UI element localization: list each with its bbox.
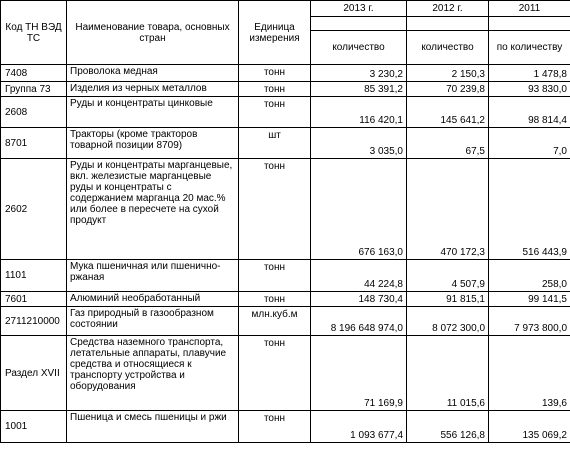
cell-qty-2013: 85 391,2 [311, 82, 407, 97]
cell-qty-2013: 676 163,0 [311, 159, 407, 260]
cell-qty-2011: 258,0 [489, 260, 570, 292]
cell-code: 1101 [1, 260, 67, 292]
cell-qty-2011: 139,6 [489, 336, 570, 411]
table-row [1, 159, 570, 260]
table-row [1, 292, 570, 307]
cell-code: 2608 [1, 97, 67, 128]
cell-code: 8701 [1, 128, 67, 159]
cell-qty-2011: 7,0 [489, 128, 570, 159]
cell-qty-2012: 145 641,2 [407, 97, 489, 128]
cell-qty-2013: 8 196 648 974,0 [311, 307, 407, 336]
cell-name: Изделия из черных металлов [67, 82, 239, 97]
cell-unit: тонн [239, 159, 311, 260]
cell-qty-2012: 67,5 [407, 128, 489, 159]
cell-name: Средства наземного транспорта, летательные аппараты, плавучие средства и относящиеся к транспорту устройства и оборудования [67, 336, 239, 411]
cell-qty-2013: 3 230,2 [311, 65, 407, 82]
header-quantity-2012: количество [407, 31, 489, 65]
cell-code: Группа 73 [1, 82, 67, 97]
cell-code: Раздел XVII [1, 336, 67, 411]
header-unit: Единица измерения [239, 1, 311, 65]
cell-qty-2013: 116 420,1 [311, 97, 407, 128]
cell-qty-2011: 98 814,4 [489, 97, 570, 128]
cell-code: 1001 [1, 411, 67, 443]
cell-qty-2011: 99 141,5 [489, 292, 570, 307]
cell-qty-2013: 1 093 677,4 [311, 411, 407, 443]
cell-qty-2012: 8 072 300,0 [407, 307, 489, 336]
header-blank [489, 17, 570, 31]
table-row [1, 260, 570, 292]
cell-unit: тонн [239, 97, 311, 128]
cell-name: Мука пшеничная или пшенично-ржаная [67, 260, 239, 292]
header-quantity-2011: по количеству [489, 31, 570, 65]
cell-unit: тонн [239, 260, 311, 292]
cell-code: 7408 [1, 65, 67, 82]
cell-qty-2011: 516 443,9 [489, 159, 570, 260]
cell-code: 7601 [1, 292, 67, 307]
cell-qty-2012: 470 172,3 [407, 159, 489, 260]
cell-qty-2012: 70 239,8 [407, 82, 489, 97]
cell-unit: тонн [239, 336, 311, 411]
header-blank [407, 17, 489, 31]
cell-unit: тонн [239, 65, 311, 82]
cell-qty-2013: 71 169,9 [311, 336, 407, 411]
cell-qty-2012: 11 015,6 [407, 336, 489, 411]
header-name: Наименование товара, основных стран [67, 1, 239, 65]
cell-qty-2012: 556 126,8 [407, 411, 489, 443]
cell-qty-2011: 93 830,0 [489, 82, 570, 97]
cell-qty-2011: 7 973 800,0 [489, 307, 570, 336]
cell-name: Руды и концентраты марганцевые, вкл. железистые марганцевые руды и концентраты с содержанием марганца 20 мас.% или более в пересчете на сухой продукт [67, 159, 239, 260]
cell-qty-2013: 3 035,0 [311, 128, 407, 159]
table-row [1, 82, 570, 97]
table-row [1, 307, 570, 336]
cell-qty-2012: 4 507,9 [407, 260, 489, 292]
cell-name: Тракторы (кроме тракторов товарной позиции 8709) [67, 128, 239, 159]
cell-qty-2013: 44 224,8 [311, 260, 407, 292]
cell-unit: тонн [239, 82, 311, 97]
cell-name: Газ природный в газообразном состоянии [67, 307, 239, 336]
cell-unit: тонн [239, 292, 311, 307]
table-row [1, 411, 570, 443]
header-quantity-2013: количество [311, 31, 407, 65]
table-row [1, 65, 570, 82]
cell-unit: млн.куб.м [239, 307, 311, 336]
cell-unit: шт [239, 128, 311, 159]
cell-name: Проволока медная [67, 65, 239, 82]
cell-code: 2602 [1, 159, 67, 260]
cell-name: Руды и концентраты цинковые [67, 97, 239, 128]
header-year-2011: 2011 [489, 1, 570, 17]
cell-qty-2012: 2 150,3 [407, 65, 489, 82]
cell-qty-2011: 1 478,8 [489, 65, 570, 82]
cell-qty-2011: 135 069,2 [489, 411, 570, 443]
cell-name: Пшеница и смесь пшеницы и ржи [67, 411, 239, 443]
cell-code: 2711210000 [1, 307, 67, 336]
header-year-2013: 2013 г. [311, 1, 407, 17]
header-blank [311, 17, 407, 31]
table-row [1, 97, 570, 128]
header-code: Код ТН ВЭД ТС [1, 1, 67, 65]
cell-qty-2012: 91 815,1 [407, 292, 489, 307]
cell-qty-2013: 148 730,4 [311, 292, 407, 307]
table-row [1, 336, 570, 411]
header-year-2012: 2012 г. [407, 1, 489, 17]
cell-name: Алюминий необработанный [67, 292, 239, 307]
table-row [1, 128, 570, 159]
cell-unit: тонн [239, 411, 311, 443]
